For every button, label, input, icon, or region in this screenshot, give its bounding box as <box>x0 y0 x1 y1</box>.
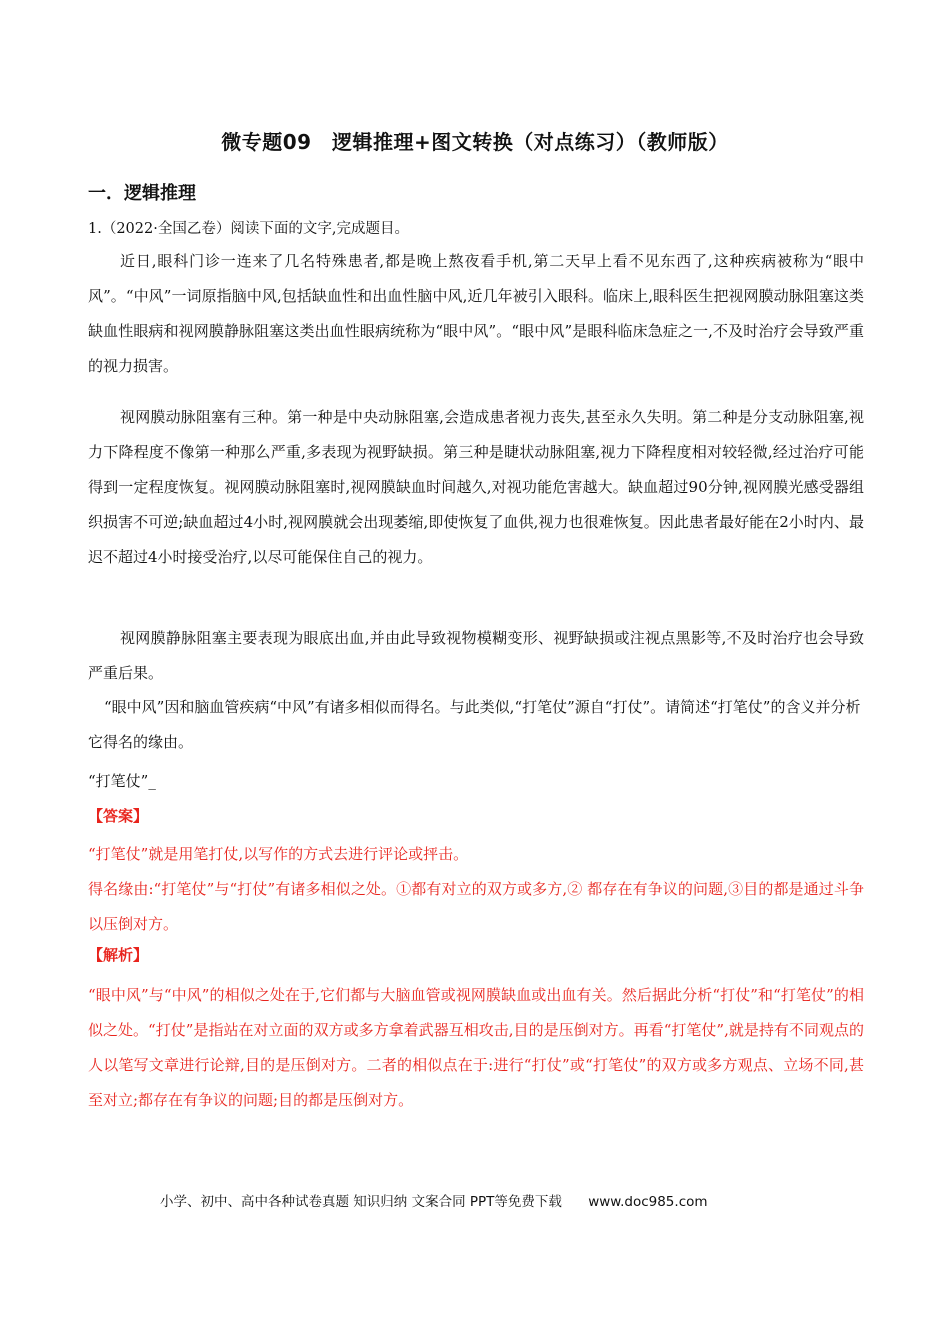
question-header: 1.（2022·全国乙卷）阅读下面的文字,完成题目。 <box>88 221 409 237</box>
analysis-text: “眼中风”与“中风”的相似之处在于,它们都与大脑血管或视网膜缺血或出血有关。然后据此分析“打仗”和“打笔仗”的相似之处。“打仗”是指站在对立面的双方或多方拿着武器互相攻击,目的是压倒对方。再看“打笔仗”,就是持有不同观点的人以笔写文章进行论辩,目的是压倒对方。二者的相似点在于:进行“打仗”或“打笔仗”的双方或多方观点、立场不同,甚至对立;都存在有争议的问题;目的都是压倒对方。 <box>88 986 864 1109</box>
passage-paragraph: 视网膜动脉阻塞有三种。第一种是中央动脉阻塞,会造成患者视力丧失,甚至永久失明。第二种是分支动脉阻塞,视力下降程度不像第一种那么严重,多表现为视野缺损。第三种是睫状动脉阻塞,视力下降程度相对较轻微,经过治疗可能得到一定程度恢复。视网膜动脉阻塞时,视网膜缺血时间越久,对视功能危害越大。缺血超过90分钟,视网膜光感受器组织损害不可逆;缺血超过4小时,视网膜就会出现萎缩,即使恢复了血供,视力也很难恢复。因此患者最好能在2小时内、最迟不超过4小时接受治疗,以尽可能保住自己的视力。 <box>88 408 864 566</box>
answer-tag: 【答案】 <box>88 807 149 825</box>
question-text: “眼中风”因和脑血管疾病“中风”有诸多相似而得名。与此类似,“打笔仗”源自“打仗”。请简述“打笔仗”的含义并分析它得名的缘由。 <box>88 698 861 751</box>
footer-url[interactable]: www.doc985.com <box>588 1194 708 1210</box>
page-title: 微专题09 逻辑推理+图文转换（对点练习）（教师版） <box>221 130 729 154</box>
answer-line: “打笔仗”就是用笔打仗,以写作的方式去进行评论或抨击。 <box>88 845 469 863</box>
analysis-tag: 【解析】 <box>88 946 149 964</box>
passage-paragraph: 近日,眼科门诊一连来了几名特殊患者,都是晚上熬夜看手机,第二天早上看不见东西了,这种疾病被称为“眼中风”。“中风”一词原指脑中风,包括缺血性和出血性脑中风,近几年被引入眼科。临床上,眼科医生把视网膜动脉阻塞这类缺血性眼病和视网膜静脉阻塞这类出血性眼病统称为“眼中风”。“眼中风”是眼科临床急症之一,不及时治疗会导致严重的视力损害。 <box>88 252 864 375</box>
passage-paragraph: 视网膜静脉阻塞主要表现为眼底出血,并由此导致视物模糊变形、视野缺损或注视点黑影等,不及时治疗也会导致严重后果。 <box>88 629 864 682</box>
footer-text: 小学、初中、高中各种试卷真题 知识归纳 文案合同 PPT等免费下载 <box>160 1194 562 1210</box>
answer-line: 得名缘由:“打笔仗”与“打仗”有诸多相似之处。①都有对立的双方或多方,② 都存在有争议的问题,③目的都是通过斗争以压倒对方。 <box>88 880 864 933</box>
page-footer <box>160 1190 708 1210</box>
answer-blank: “打笔仗”_ <box>88 772 156 790</box>
section-heading: 一．逻辑推理 <box>88 183 196 204</box>
